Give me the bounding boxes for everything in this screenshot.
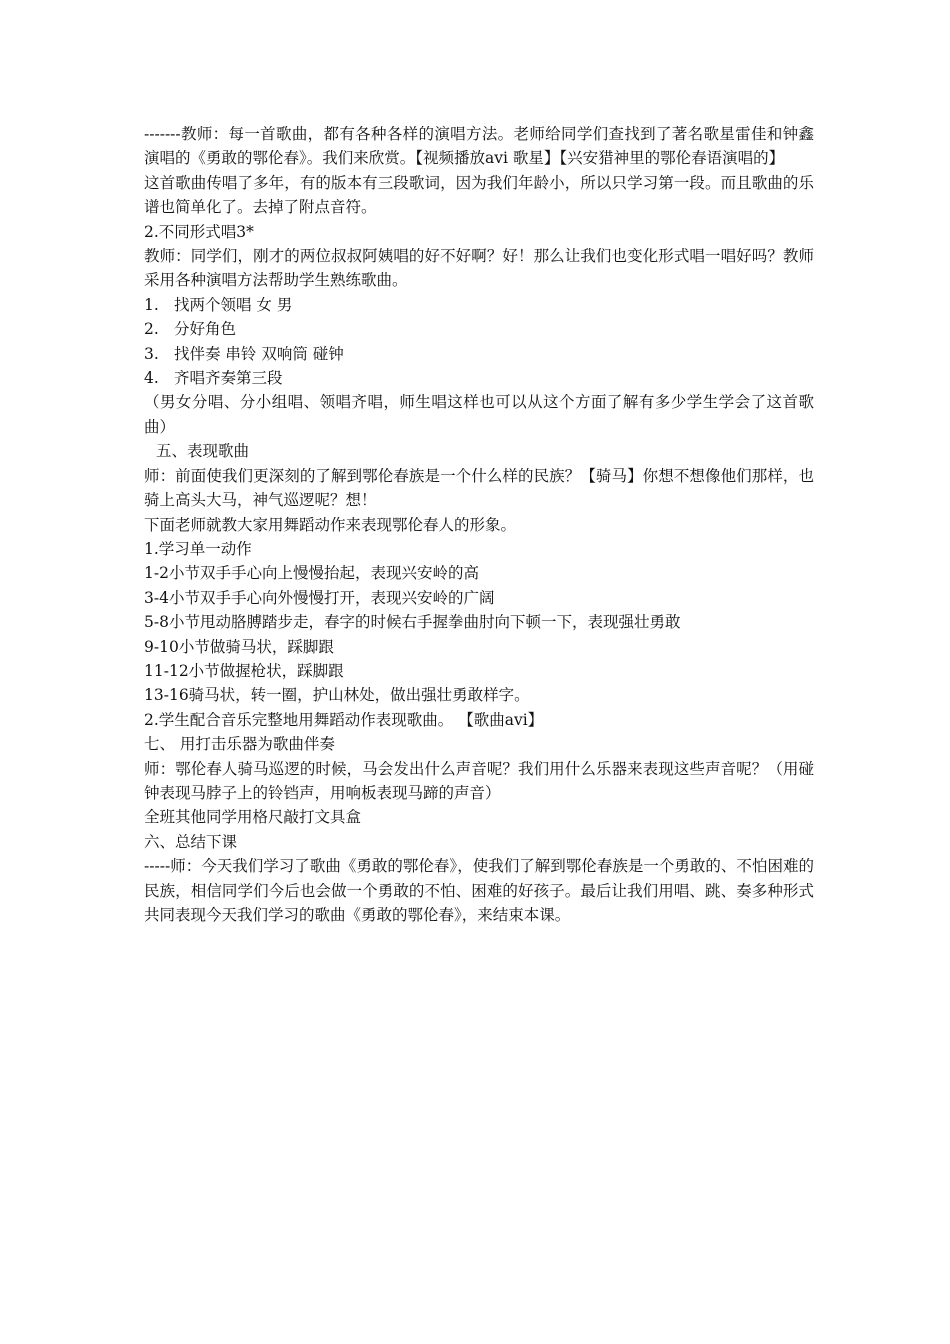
heading-single-moves: 1.学习单一动作 [144,539,252,558]
list-text: 找伴奏 串铃 双响筒 碰钟 [174,344,344,363]
paragraph-move-13-16: 13-16骑马状，转一圈，护山林处，做出强壮勇敢样字。 [144,686,530,705]
list-item [144,293,814,317]
list-text: 分好角色 [174,320,237,339]
list-number: 4. [144,369,159,388]
paragraph-move-3-4: 3-4小节双手手心向外慢慢打开，表现兴安岭的广阔 [144,588,495,607]
heading-section-five: 五、表现歌曲 [156,442,250,461]
paragraph-summary: -----师：今天我们学习了歌曲《勇敢的鄂伦春》，使我们了解到鄂伦春族是一个勇敢的、不怕困难的民族，相信同学们今后也会做一个勇敢的不怕、困难的好孩子。最后让我们用唱、跳、奏多种形式共同表现今天我们学习的歌曲《勇敢的鄂伦春》，来结束本课。 [144,857,814,924]
document-page [144,122,814,927]
heading-sing-forms: 2.不同形式唱3* [144,222,254,241]
paragraph-teacher-intro: -------教师：每一首歌曲，都有各种各样的演唱方法。老师给同学们查找到了著名歌星雷佳和钟鑫演唱的《勇敢的鄂伦春》。我们来欣赏。【视频播放avi 歌星】【兴安猎神里的鄂伦春语演唱的】 [144,125,814,168]
list-item [144,342,814,366]
list-number: 3. [144,344,159,363]
paragraph-class-percussion: 全班其他同学用格尺敲打文具盒 [144,808,362,827]
paragraph-move-1-2: 1-2小节双手手心向上慢慢抬起，表现兴安岭的高 [144,564,479,583]
paragraph-instrument-question: 师：鄂伦春人骑马巡逻的时候，马会发出什么声音呢？我们用什么乐器来表现这些声音呢？（用碰钟表现马脖子上的铃铛声，用响板表现马蹄的声音） [144,759,814,802]
paragraph-move-11-12: 11-12小节做握枪状，踩脚跟 [144,661,344,680]
paragraph-full-dance: 2.学生配合音乐完整地用舞蹈动作表现歌曲。 【歌曲avi】 [144,710,544,729]
list-text: 找两个领唱 女 男 [174,295,293,314]
paragraph-horse-question: 师：前面使我们更深刻的了解到鄂伦春族是一个什么样的民族？【骑马】你想不想像他们那样，也骑上高头大马，神气巡逻呢？想！ [144,466,814,510]
paragraph-note: （男女分唱、分小组唱、领唱齐唱，师生唱这样也可以从这个方面了解有多少学生学会了这首歌曲） [144,393,814,436]
list-item [144,366,814,390]
list-item [144,317,814,341]
paragraph-move-9-10: 9-10小节做骑马状，踩脚跟 [144,637,334,656]
list-number: 1. [144,295,159,314]
list-text: 齐唱齐奏第三段 [174,369,283,388]
heading-section-seven: 七、 用打击乐器为歌曲伴奏 [144,735,335,754]
paragraph-move-5-8: 5-8小节甩动胳膊踏步走，春字的时候右手握拳曲肘向下顿一下，表现强壮勇敢 [144,613,681,632]
heading-section-six: 六、总结下课 [144,832,238,851]
paragraph-dance-intro: 下面老师就教大家用舞蹈动作来表现鄂伦春人的形象。 [144,515,517,534]
paragraph-song-history: 这首歌曲传唱了多年，有的版本有三段歌词，因为我们年龄小，所以只学习第一段。而且歌曲的乐谱也简单化了。去掉了附点音符。 [144,173,814,217]
list-number: 2. [144,320,159,339]
paragraph-teacher-question: 教师：同学们，刚才的两位叔叔阿姨唱的好不好啊？好！那么让我们也变化形式唱一唱好吗？教师采用各种演唱方法帮助学生熟练歌曲。 [144,247,814,290]
